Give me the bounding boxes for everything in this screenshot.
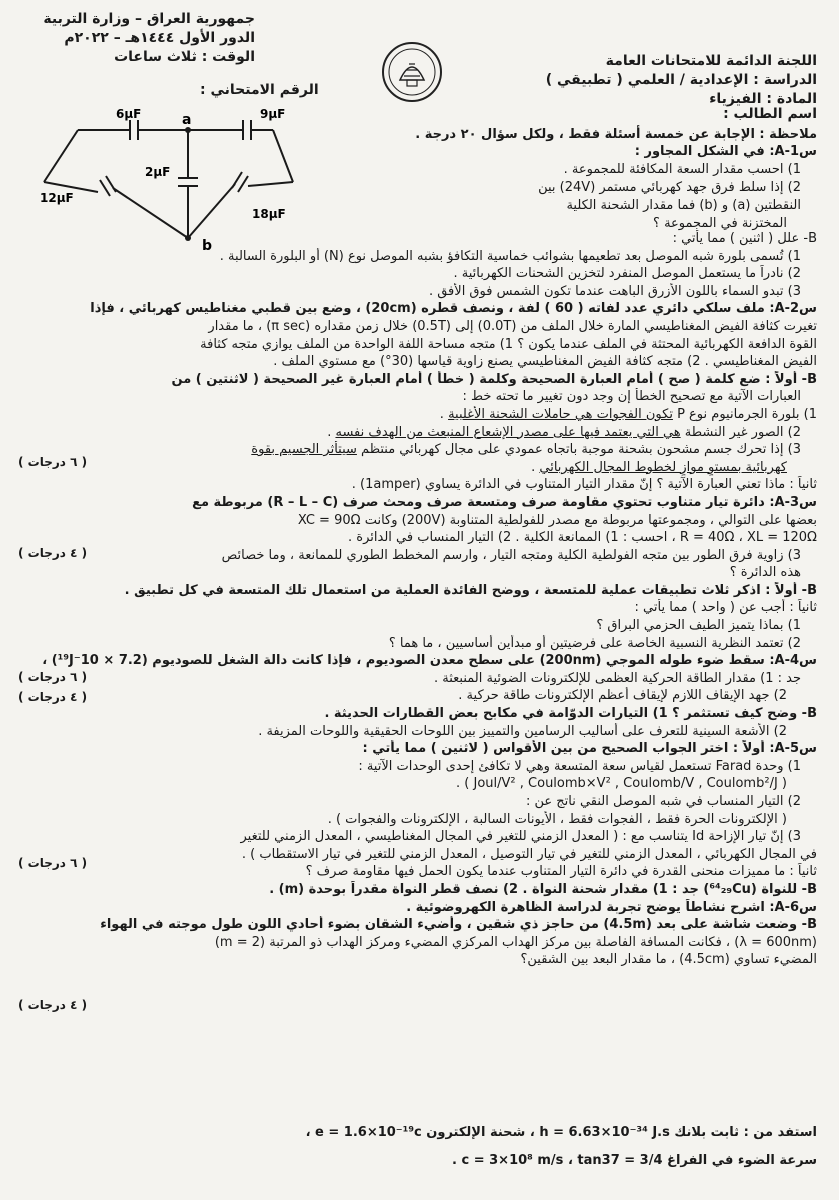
q5-a-line-8: ثانياً : ما مميزات منحنى القدرة في دائرة التيار المتناوب عندما يكون الحمل فيها مقاومة صرف ؟ <box>305 864 817 880</box>
capacitor-2uf-label: 2μF <box>145 165 171 179</box>
q2-b-line-2: العبارات الآتية مع تصحيح الخطأ إن وجد دون تغيير ما تحته خط : <box>462 389 801 405</box>
q3-mark-4: ( ٤ درجات ) <box>18 690 88 704</box>
q2-a-line-1: س2-A: ملف سلكي دائري عدد لفاته ( 60 ) لفة ، ونصف قطره (20cm) ، وضع بين قطبي مغناطيس كهربائي ، فإذا <box>90 301 817 317</box>
q1-a-item-1: 1) احسب مقدار السعة المكافئة للمجموعة . <box>563 162 801 177</box>
q3-b-line-2: ثانياً : أجب عن ( واحد ) مما يأتي : <box>634 600 817 616</box>
q1-b-item-1: 1) تُسمى بلورة شبه الموصل بعد تطعيمها بشوائب خماسية التكافؤ بشبه الموصل نوع (N) أو البلورة السالبة . <box>219 248 801 264</box>
q6-b-line-3: المضيء تساوي (4.5cm) ، ما مقدار البعد بين الشقين؟ <box>520 952 817 968</box>
q1-b-label: B- علل ( اثنين ) مما يأتي : <box>672 231 817 246</box>
q3-a-line-3: R = 40Ω ، XL = 120Ω ، احسب : 1) الممانعة الكلية . 2) التيار المنساب في الدائرة . <box>348 530 817 546</box>
node-b-label: b <box>202 238 213 250</box>
q2-b-statement-3 <box>17 441 817 459</box>
header-left-line3: الوقت : ثلاث ساعات <box>114 49 255 65</box>
header-right-line1: اللجنة الدائمة للامتحانات العامة <box>605 53 817 69</box>
q6-b-line-2: (λ = 600nm) ، فكانت المسافة الفاصلة بين مركز الهداب المركزي المضيء ومركز الهداب ذو المرتبة (m = 2) <box>214 934 817 950</box>
q4-a-line-1: س4-A: سقط ضوء طوله الموجي (200nm) على سطح معدن الصوديوم ، فإذا كانت دالة الشغل للصوديوم (7.2 × 10⁻¹⁹J) ، <box>42 653 817 669</box>
q5-a-line-1: س5-A: أولاً : اختر الجواب الصحيح من بين الأقواس ( لاثنين ) مما يأتي : <box>362 741 817 757</box>
q4-a-line-3: 2) جهد الإيقاف اللازم لإيقاف أعظم الإلكترونات طاقة حركية . <box>458 688 787 704</box>
q3-b-line-3: 1) بماذا يتميز الطيف الحزمي البراق ؟ <box>596 618 801 634</box>
q5-b-line-1: B- للنواة (⁶⁴₂₉Cu) جد : 1) مقدار شحنة النواة . 2) نصف قطر النواة مقدراً بوحدة (m) . <box>269 881 817 897</box>
q2-b-statement-1-pre: 1) بلورة الجرمانيوم نوع P <box>672 406 817 422</box>
header-right-line2: الدراسة : الإعدادية / العلمي ( تطبيقي ) <box>545 72 817 88</box>
q5-a-line-7: في المجال الكهربائي ، المعدل الزمني للتغير في تيار التوصيل ، المعدل الزمني للتغير في تيار الاستقطاب ) . <box>241 846 817 862</box>
q4-b-line-1: B- وضح كيف تستثمر ؟ 1) التيارات الدوّامة في مكابح بعض القطارات الحديثة . <box>324 706 817 722</box>
q2-b-statement-3-underlined: سيتأثر الجسيم بقوة <box>251 442 357 458</box>
q5-a-line-3: ( Joul/V² , Coulomb×V² , Coulomb/V , Coulomb²/J ) . <box>456 776 787 792</box>
q1-a-item-3: النقطتين (a) و (b) فما مقدار الشحنة الكلية <box>566 198 801 213</box>
q2-b-statement-1-post: . <box>439 406 449 422</box>
q2-a-line-4: الفيض المغناطيسي . 2) متجه كثافة الفيض المغناطيسي يصنع زاوية قياسها (30°) مع مستوي الملف . <box>273 354 817 370</box>
q1-label: س1-A: في الشكل المجاور : <box>634 144 817 159</box>
q2-b-statement-3-pre: 3) إذا تحرك جسم مشحون بشحنة موجبة باتجاه عمودي على مجال كهربائي منتظم <box>356 442 801 458</box>
q2-a-line-3: القوة الدافعة الكهربائية المحتثة في الملف عندما يكون ؟ 1) متجه مساحة اللفة الواحدة من الملف يوازي متجه كثافة <box>200 336 817 352</box>
q6-b-line-1: B- وضعت شاشة على بعد (4.5m) من حاجز ذي شقين ، وأضيء الشقان بضوء أحادي اللون طول موجته في الهواء <box>100 917 817 933</box>
capacitor-18uf-label: 18μF <box>252 207 286 221</box>
q3-mark-6: ( ٦ درجات ) <box>18 670 88 684</box>
student-name-label: اسم الطالب : <box>723 106 817 122</box>
constants-line-2: سرعة الضوء في الفراغ c = 3×10⁸ m/s ، tan37 = 3/4 . <box>452 1153 817 1168</box>
capacitor-6uf-label: 6μF <box>116 107 142 121</box>
q2-b-statement-1 <box>17 406 817 424</box>
exam-body <box>17 230 817 969</box>
q5-a-line-5: ( الإلكترونات الحرة فقط ، الفجوات فقط ، الأيونات السالبة ، الإلكترونات والفجوات ) . <box>327 811 787 827</box>
constants-line-1: استفد من : ثابت بلانك h = 6.63×10⁻³⁴ J.s ، شحنة الإلكترون e = 1.6×10⁻¹⁹c ، <box>305 1125 817 1140</box>
q2-b-statement-3-cont-post: . <box>531 459 540 475</box>
q1-a-item-4: المختزنة في المجموعة ؟ <box>653 216 787 231</box>
header-left-line2: الدور الأول ١٤٤٤هـ – ٢٠٢٢م <box>64 30 255 46</box>
q2-b-second: ثانياً : ماذا تعني العبارة الآتية ؟ إنّ مقدار التيار المتناوب في الدائرة يساوي (1amper) . <box>351 477 817 493</box>
capacitor-12uf-label: 12μF <box>40 191 74 205</box>
question-1a <box>397 143 817 233</box>
header-left-line1: جمهورية العراق – وزارة التربية <box>43 11 255 27</box>
q3-a-line-1: س3-A: دائرة تيار متناوب تحتوي مقاومة صرف ومتسعة صرف ومحث صرف (R – L – C) مربوطة مع <box>192 494 817 510</box>
q2-b-statement-2-pre: 2) الصور غير النشطة <box>680 424 801 440</box>
header-right <box>517 52 817 109</box>
ministry-seal-icon <box>380 40 444 104</box>
q2-b-statement-3-cont <box>17 459 817 477</box>
q4-a-line-2: جد : 1) مقدار الطاقة الحركية العظمى للإلكترونات الضوئية المنبعثة . <box>434 670 801 686</box>
exam-number-label: الرقم الامتحاني : <box>200 82 319 98</box>
q3-b-line-1: B- أولاً : اذكر ثلاث تطبيقات عملية للمتسعة ، ووضح الفائدة العملية من استعمال تلك المتسعة في كل تطبيق . <box>124 582 817 598</box>
q5-a-line-2: 1) وحدة Farad تستعمل لقياس سعة المتسعة وهي لا تكافئ إحدى الوحدات الآتية : <box>358 758 801 774</box>
header-left <box>20 10 255 67</box>
q2-b-statement-2-post: . <box>327 424 336 440</box>
q3-a-line-2: بعضها على التوالي ، ومجموعتها مربوطة مع مصدر للفولطية المتناوبة (200V) وكانت XC = 90Ω <box>297 512 817 528</box>
q2-mark-4: ( ٤ درجات ) <box>18 546 88 560</box>
q5-mark-6: ( ٦ درجات ) <box>18 856 88 870</box>
q2-b-statement-2 <box>17 424 817 442</box>
q5-a-line-6: 3) إنّ تيار الإزاحة Id يتناسب مع : ( المعدل الزمني للتغير في المجال المغناطيسي ، المعدل الزمني للتغير <box>240 829 801 845</box>
q5-a-line-4: 2) التيار المنساب في شبه الموصل النقي ناتج عن : <box>525 794 801 809</box>
q6-a-line-1: س6-A: اشرح نشاطاً يوضح تجربة لدراسة الظاهرة الكهروضوئية . <box>406 899 817 915</box>
q2-b-statement-3-cont-underlined: كهربائية بمستوٍ موازٍ لخطوط المجال الكهربائي <box>539 459 787 475</box>
q1-a-item-2: 2) إذا سلط فرق جهد كهربائي مستمر (24V) بين <box>538 180 801 195</box>
capacitor-9uf-label: 9μF <box>260 107 286 121</box>
q2-mark-6: ( ٦ درجات ) <box>18 455 88 469</box>
capacitor-circuit-diagram <box>38 100 298 250</box>
q2-b-statement-1-underlined: تكون الفجوات هي حاملات الشحنة الأغلبية <box>448 406 673 422</box>
q4-b-line-2: 2) الأشعة السينية للتعرف على أساليب الرسامين والتمييز بين اللوحات الحقيقية واللوحات المزيفة . <box>258 723 787 739</box>
q3-a-line-4: 3) زاوية فرق الطور بين متجه الفولطية الكلية ومتجه التيار ، وارسم المخطط الطوري للممانعة ، وما خصائص <box>221 547 801 563</box>
header-right-line3: المادة : الفيزياء <box>709 91 817 107</box>
q3-b-line-4: 2) تعتمد النظرية النسبية الخاصة على فرضيتين أو مبدأين أساسيين ، ما هما ؟ <box>388 635 801 651</box>
q2-a-line-2: تغيرت كثافة الفيض المغناطيسي المارة خلال الملف من (0.0T) إلى (0.5T) خلال زمن مقداره (π sec) ، ما مقدار <box>208 318 817 334</box>
q3-a-line-5: هذه الدائرة ؟ <box>729 565 801 581</box>
q1-b-item-2: 2) نادراً ما يستعمل الموصل المنفرد لتخزين الشحنات الكهربائية . <box>453 266 801 282</box>
q2-b-statement-2-underlined: هي التي يعتمد فيها على مصدر الإشعاع المنبعث من الهدف نفسه <box>335 424 681 440</box>
q2-b-line-1: B- أولاً : ضع كلمة ( صح ) أمام العبارة الصحيحة وكلمة ( خطأ ) أمام العبارة غير الصحيحة ( لاثنتين ) من <box>171 371 817 387</box>
node-a-label: a <box>182 112 192 128</box>
q1-b-item-3: 3) تبدو السماء باللون الأزرق الباهت عندما تكون الشمس فوق الأفق . <box>428 283 801 299</box>
exam-note: ملاحظة : الإجابة عن خمسة أسئلة فقط ، ولكل سؤال ٢٠ درجة . <box>415 127 817 142</box>
q5-mark-4: ( ٤ درجات ) <box>18 998 88 1012</box>
